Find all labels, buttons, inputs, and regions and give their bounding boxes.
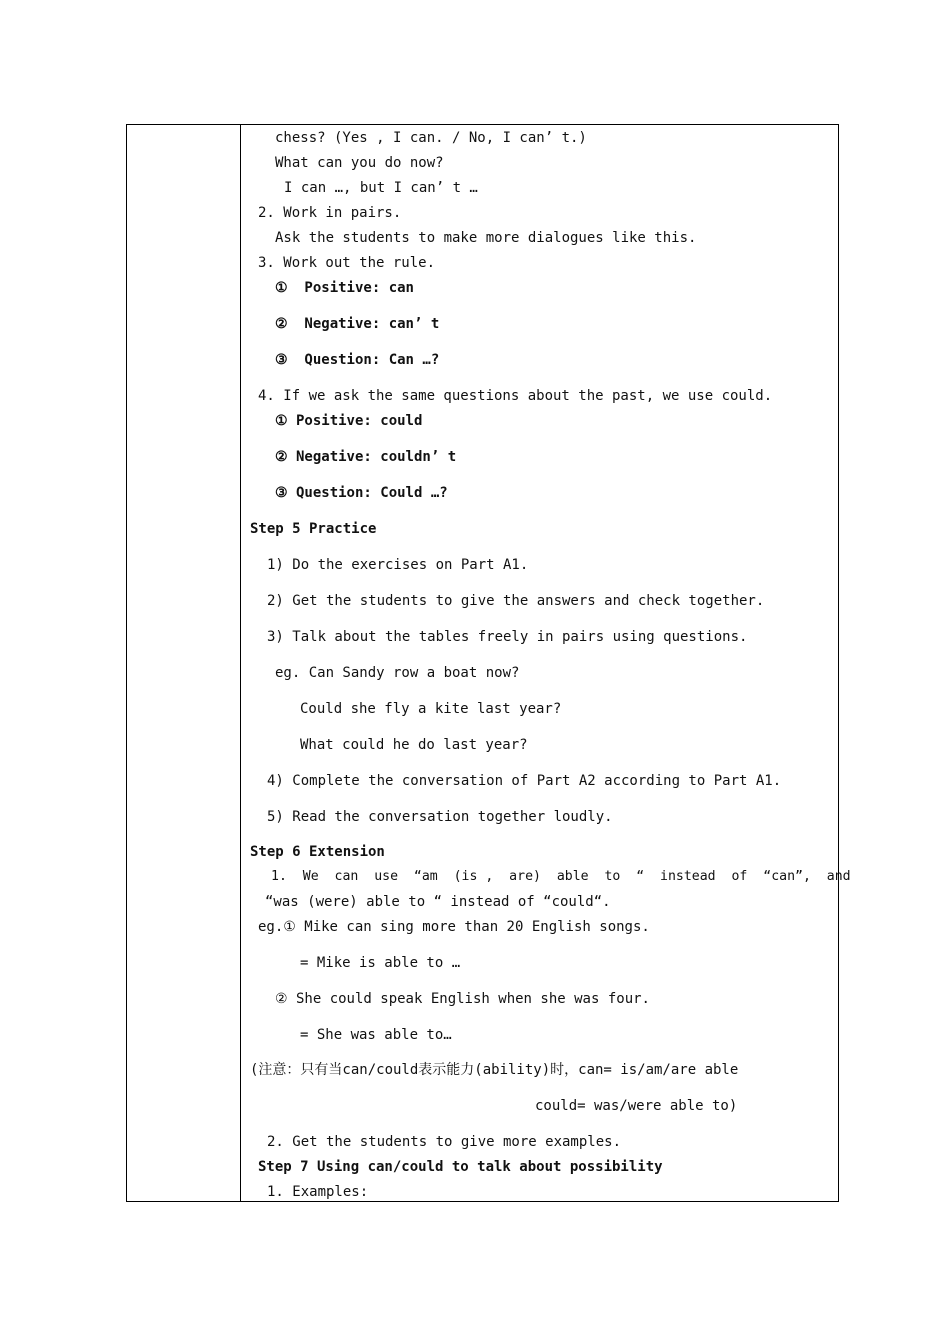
text-line: 3) Talk about the tables freely in pairs using questions. [267, 629, 748, 645]
text-line: ② She could speak English when she was four. [275, 991, 650, 1007]
rule-negative: ② Negative: can’ t [275, 316, 440, 332]
text-line: 1. Examples: [267, 1184, 369, 1200]
text-line: 2) Get the students to give the answers and check together. [267, 593, 765, 609]
text-line: “was (were) able to “ instead of “could“. [265, 894, 611, 910]
text-line: 2. Work in pairs. [258, 205, 402, 221]
text-line: = Mike is able to … [300, 955, 461, 971]
note-line: (注意：只有当can/could表示能力(ability)时，can= is/am/are able [250, 1062, 739, 1078]
past-positive: ① Positive: could [275, 413, 423, 429]
text-line: 5) Read the conversation together loudly. [267, 809, 613, 825]
text-line: Ask the students to make more dialogues like this. [275, 230, 697, 246]
column-divider [240, 124, 241, 1202]
text-line: eg.① Mike can sing more than 20 English songs. [258, 919, 650, 935]
step-7-heading: Step 7 Using can/could to talk about possibility [258, 1159, 663, 1175]
rule-positive: ① Positive: can [275, 280, 414, 296]
step-5-heading: Step 5 Practice [250, 521, 377, 537]
text-line: = She was able to… [300, 1027, 452, 1043]
rule-question: ③ Question: Can …? [275, 352, 440, 368]
step-6-heading: Step 6 Extension [250, 844, 385, 860]
text-line: chess? (Yes , I can. / No, I can’ t.) [275, 130, 587, 146]
text-line: 1. We can use “am (is , are) able to “ instead of “can”, and [271, 869, 851, 884]
lesson-table [126, 124, 839, 1202]
note-line: could= was/were able to) [535, 1098, 738, 1114]
text-line: Could she fly a kite last year? [300, 701, 562, 717]
past-negative: ② Negative: couldn’ t [275, 449, 457, 465]
text-line: eg. Can Sandy row a boat now? [275, 665, 520, 681]
past-question: ③ Question: Could …? [275, 485, 448, 501]
text-line: What can you do now? [275, 155, 444, 171]
text-line: 4. If we ask the same questions about the past, we use could. [258, 388, 773, 404]
text-line: I can …, but I can’ t … [284, 180, 478, 196]
text-line: 3. Work out the rule. [258, 255, 436, 271]
text-line: 2. Get the students to give more examples. [267, 1134, 622, 1150]
text-line: 1) Do the exercises on Part A1. [267, 557, 529, 573]
text-line: What could he do last year? [300, 737, 528, 753]
text-line: 4) Complete the conversation of Part A2 according to Part A1. [267, 773, 782, 789]
